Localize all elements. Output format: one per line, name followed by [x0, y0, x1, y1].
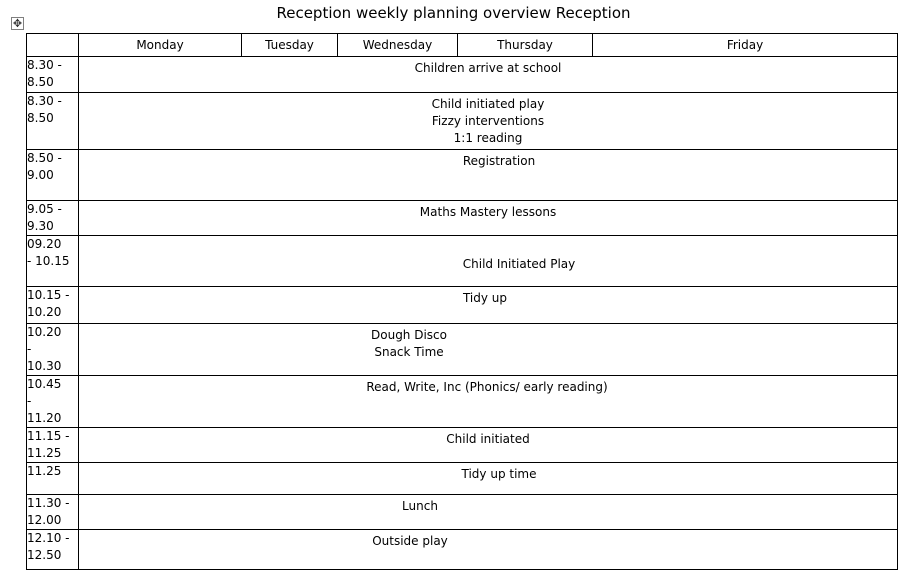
- activity-cell: [79, 530, 898, 570]
- time-cell: 8.50 - 9.00: [27, 150, 79, 201]
- table-row: [27, 495, 898, 530]
- table-row: [27, 150, 898, 201]
- activity-cell: [79, 236, 898, 287]
- activity-cell: [79, 324, 898, 376]
- page-title: Reception weekly planning overview Reception: [276, 4, 631, 22]
- activity-text: Child initiated: [446, 432, 530, 446]
- time-cell: 8.30 - 8.50: [27, 93, 79, 150]
- table-row: [27, 324, 898, 376]
- activity-text: Registration: [462, 154, 536, 168]
- time-cell: 12.10 - 12.50: [27, 530, 79, 570]
- table-row: [27, 376, 898, 428]
- time-cell: 09.20 - 10.15: [27, 236, 79, 287]
- activity-text: Children arrive at school: [414, 61, 562, 75]
- table-row: [27, 530, 898, 570]
- activity-cell: [79, 463, 898, 495]
- activity-text: Outside play: [372, 534, 448, 548]
- time-cell: 11.15 - 11.25: [27, 428, 79, 463]
- header-row: [27, 34, 898, 57]
- table-row: [27, 201, 898, 236]
- header-thursday: Thursday: [458, 34, 593, 57]
- table-row: [27, 287, 898, 324]
- time-cell: 8.30 - 8.50: [27, 57, 79, 93]
- table-row: [27, 428, 898, 463]
- move-handle-icon[interactable]: ✥: [12, 17, 23, 30]
- table-row: [27, 57, 898, 93]
- activity-text: Child initiated play Fizzy interventions 1:1 reading: [431, 97, 545, 145]
- header-tuesday: Tuesday: [242, 34, 338, 57]
- activity-cell: [79, 201, 898, 236]
- activity-cell: [79, 376, 898, 428]
- table-row: [27, 236, 898, 287]
- weekly-planning-table: [26, 33, 898, 570]
- activity-text: Child Initiated Play: [462, 257, 576, 271]
- table-row: [27, 93, 898, 150]
- time-cell: 10.45 - 11.20: [27, 376, 79, 428]
- header-wednesday: Wednesday: [338, 34, 458, 57]
- activity-cell: [79, 287, 898, 324]
- activity-cell: [79, 57, 898, 93]
- header-friday: Friday: [593, 34, 898, 57]
- activity-text: Tidy up time: [461, 467, 537, 481]
- header-monday: Monday: [79, 34, 242, 57]
- table-row: [27, 463, 898, 495]
- activity-cell: [79, 150, 898, 201]
- activity-cell: [79, 428, 898, 463]
- time-cell: 10.15 - 10.20: [27, 287, 79, 324]
- header-cell-blank: [27, 34, 79, 57]
- activity-text: Tidy up: [462, 291, 508, 305]
- activity-text: Read, Write, Inc (Phonics/ early reading): [366, 380, 608, 394]
- activity-text: Dough Disco Snack Time: [371, 328, 447, 359]
- time-cell: 11.30 - 12.00: [27, 495, 79, 530]
- activity-cell: [79, 93, 898, 150]
- time-cell: 11.25: [27, 463, 79, 495]
- time-cell: 9.05 - 9.30: [27, 201, 79, 236]
- activity-text: Maths Mastery lessons: [419, 205, 557, 219]
- activity-text: Lunch: [402, 499, 438, 513]
- activity-cell: [79, 495, 898, 530]
- time-cell: 10.20 - 10.30: [27, 324, 79, 376]
